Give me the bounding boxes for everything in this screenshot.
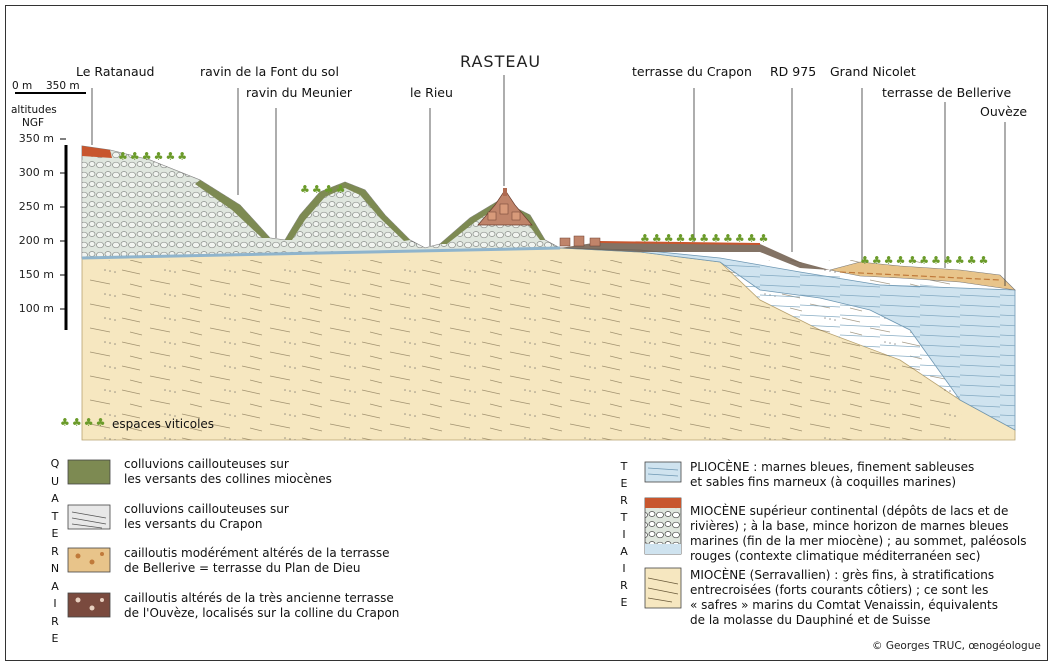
figure-title: RASTEAU <box>460 52 542 71</box>
legend-q2: colluvions caillouteuses sur les versants du Crapon <box>124 502 289 531</box>
label-ouveze: Ouvèze <box>980 104 1028 119</box>
tick-250: 250 m <box>18 200 54 213</box>
label-ratanaud: Le Ratanaud <box>76 64 155 79</box>
swatch-serravallian <box>645 568 681 608</box>
legend-t3: MIOCÈNE (Serravallien) : grès fins, à stratifications entrecroisées (forts courants côtiers) ; ce sont les « safres » marins du Comtat Venaissin, équivalents de la molasse du Dauphiné et de Suisse <box>690 568 998 627</box>
label-bellerive: terrasse de Bellerive <box>882 85 1012 100</box>
label-meunier: ravin du Meunier <box>246 85 353 100</box>
copyright: © Georges TRUC, œnogéologue <box>872 640 1041 652</box>
tick-150: 150 m <box>18 268 54 281</box>
vines-icon: ♣♣♣♣♣♣♣♣♣♣♣ <box>640 232 771 245</box>
crapon-houses <box>560 236 600 246</box>
label-crapon: terrasse du Crapon <box>632 64 752 79</box>
label-rieu: le Rieu <box>410 85 453 100</box>
vines-icon: ♣♣♣♣ <box>300 183 348 196</box>
tertiaire-letters: T E R T I A I R E <box>620 460 628 609</box>
tick-300: 300 m <box>18 166 54 179</box>
label-font-du-sol: ravin de la Font du sol <box>200 64 339 79</box>
legend-q3: cailloutis modérément altérés de la terrasse de Bellerive = terrasse du Plan de Dieu <box>124 546 390 575</box>
tick-100: 100 m <box>18 302 54 315</box>
rasteau-village <box>478 188 532 225</box>
vines-icon: ♣♣♣♣♣♣ <box>118 150 190 163</box>
swatch-pliocene <box>645 462 681 482</box>
label-grand-nicolet: Grand Nicolet <box>830 64 916 79</box>
vine-legend-icon: ♣♣♣♣ <box>60 416 108 429</box>
legend-t1: PLIOCÈNE : marnes bleues, finement sableuses et sables fins marneux (à coquilles marines) <box>690 460 975 489</box>
quaternaire-letters: Q U A T E R N A I R E <box>50 457 60 645</box>
swatch-colluvion-green <box>68 460 110 484</box>
altitude-title: altitudes <box>11 104 57 116</box>
tick-350: 350 m <box>18 132 54 145</box>
scale-right-label: 350 m <box>46 80 80 92</box>
swatch-colluvion-crapon <box>68 505 110 529</box>
legend-viticole: espaces viticoles <box>112 417 215 431</box>
scale-left-label: 0 m <box>12 80 33 92</box>
swatch-crapon-terrace <box>68 593 110 617</box>
altitude-unit: NGF <box>22 117 45 129</box>
legend-q4: cailloutis altérés de la très ancienne terrasse de l'Ouvèze, localisés sur la colline du Crapon <box>124 591 400 620</box>
vines-icon: ♣♣♣♣♣♣♣♣♣♣♣ <box>860 254 991 267</box>
label-rd975: RD 975 <box>770 64 817 79</box>
legend-t2: MIOCÈNE supérieur continental (dépôts de lacs et de rivières) ; à la base, mince horizon de marnes bleues marines (fin de la mer miocène) ; au sommet, paléosols rouges (contexte climatique méditerranéen sec) <box>690 504 1027 563</box>
legend-q1: colluvions caillouteuses sur les versants des collines miocènes <box>124 457 332 486</box>
tick-200: 200 m <box>18 234 54 247</box>
swatch-bellerive <box>68 548 110 572</box>
